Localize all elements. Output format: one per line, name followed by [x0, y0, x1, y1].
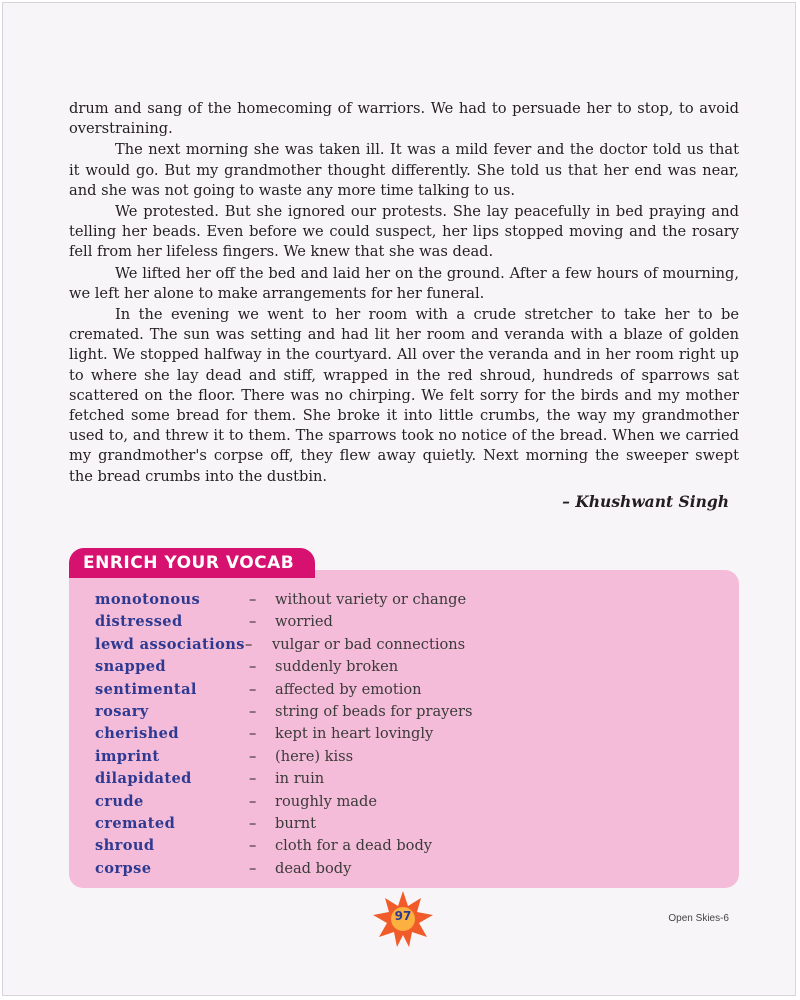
vocab-meaning: suddenly broken — [275, 658, 399, 676]
vocab-box — [69, 570, 739, 888]
vocab-meaning: without variety or change — [275, 591, 467, 608]
vocab-word: cremated — [95, 815, 176, 832]
vocab-dash: – — [249, 680, 257, 698]
vocab-dash: – — [249, 770, 257, 788]
vocab-word: sentimental — [95, 680, 197, 698]
vocab-word: dilapidated — [95, 770, 192, 788]
vocab-meaning: worried — [275, 613, 333, 631]
vocab-word: imprint — [95, 747, 160, 765]
vocab-meaning: string of beads for prayers — [275, 703, 473, 720]
vocab-meaning: (here) kiss — [275, 747, 354, 765]
story-text — [69, 99, 739, 488]
vocab-dash: – — [249, 815, 257, 832]
vocab-dash: – — [249, 613, 257, 631]
vocab-meaning: vulgar or bad connections — [272, 635, 466, 653]
vocab-word: crude — [95, 792, 144, 810]
vocab-meaning: burnt — [275, 815, 316, 832]
vocab-meaning: cloth for a dead body — [275, 837, 433, 855]
vocab-meaning: in ruin — [275, 770, 325, 788]
page-number: 97 — [394, 909, 412, 923]
vocab-dash: – — [249, 792, 257, 810]
page — [2, 2, 796, 996]
vocab-meaning: kept in heart lovingly — [275, 725, 434, 743]
vocab-dash: – — [249, 837, 257, 855]
vocab-dash: – — [245, 635, 253, 653]
vocab-dash: – — [249, 725, 257, 743]
book-title-footer: Open Skies-6 — [668, 913, 729, 924]
vocab-meaning: dead body — [275, 859, 352, 877]
vocab-dash: – — [249, 658, 257, 676]
vocab-word: rosary — [95, 703, 149, 720]
vocab-dash: – — [249, 591, 257, 608]
vocab-word: shroud — [95, 837, 155, 855]
story-paragraph: The next morning she was taken ill. It was a mild fever and the doctor told us that it would go. But my grandmother thought differently. She told us that her end was near, and she was not going to waste any more time talking to us. — [69, 141, 739, 199]
vocab-word: snapped — [95, 658, 166, 676]
vocab-dash: – — [249, 703, 257, 720]
vocab-word: monotonous — [95, 591, 201, 608]
vocab-meaning: roughly made — [275, 792, 377, 810]
vocab-section-header — [69, 548, 315, 578]
vocab-word: distressed — [95, 613, 183, 631]
story-paragraph: drum and sang of the homecoming of warriors. We had to persuade her to stop, to avoid overstraining. — [69, 100, 739, 138]
story-paragraph: We lifted her off the bed and laid her on the ground. After a few hours of mourning, we left her alone to make arrangements for her funeral. — [69, 264, 739, 302]
vocab-meaning: affected by emotion — [275, 680, 422, 698]
vocab-title: ENRICH YOUR VOCAB — [83, 553, 295, 573]
vocab-dash: – — [249, 747, 257, 765]
story-paragraph: We protested. But she ignored our protests. She lay peacefully in bed praying and telling her beads. Even before we could suspect, her lips stopped moving and the rosary fell from her lifeless fingers. We knew that she was dead. — [69, 203, 739, 261]
vocab-word: lewd associations — [95, 635, 245, 653]
story-paragraph: In the evening we went to her room with a crude stretcher to take her to be cremated. The sun was setting and had lit her room and veranda with a blaze of golden light. We stopped halfway in the courtyard. All over the veranda and in her room right up to where she lay dead and stiff, wrapped in the red shroud, hundreds of sparrows sat scattered on the floor. There was no chirping. We felt sorry for the birds and my mother fetched some bread for them. She broke it into little crumbs, the way my grandmother used to, and threw it to them. The sparrows took no notice of the bread. When we carried my grandmother's corpse off, they flew away quietly. Next morning the sweeper swept the bread crumbs into the dustbin. — [69, 306, 739, 485]
vocab-word: corpse — [95, 859, 152, 877]
vocab-word: cherished — [95, 725, 179, 743]
author-credit: – Khushwant Singh — [562, 492, 729, 511]
vocab-dash: – — [249, 859, 257, 877]
